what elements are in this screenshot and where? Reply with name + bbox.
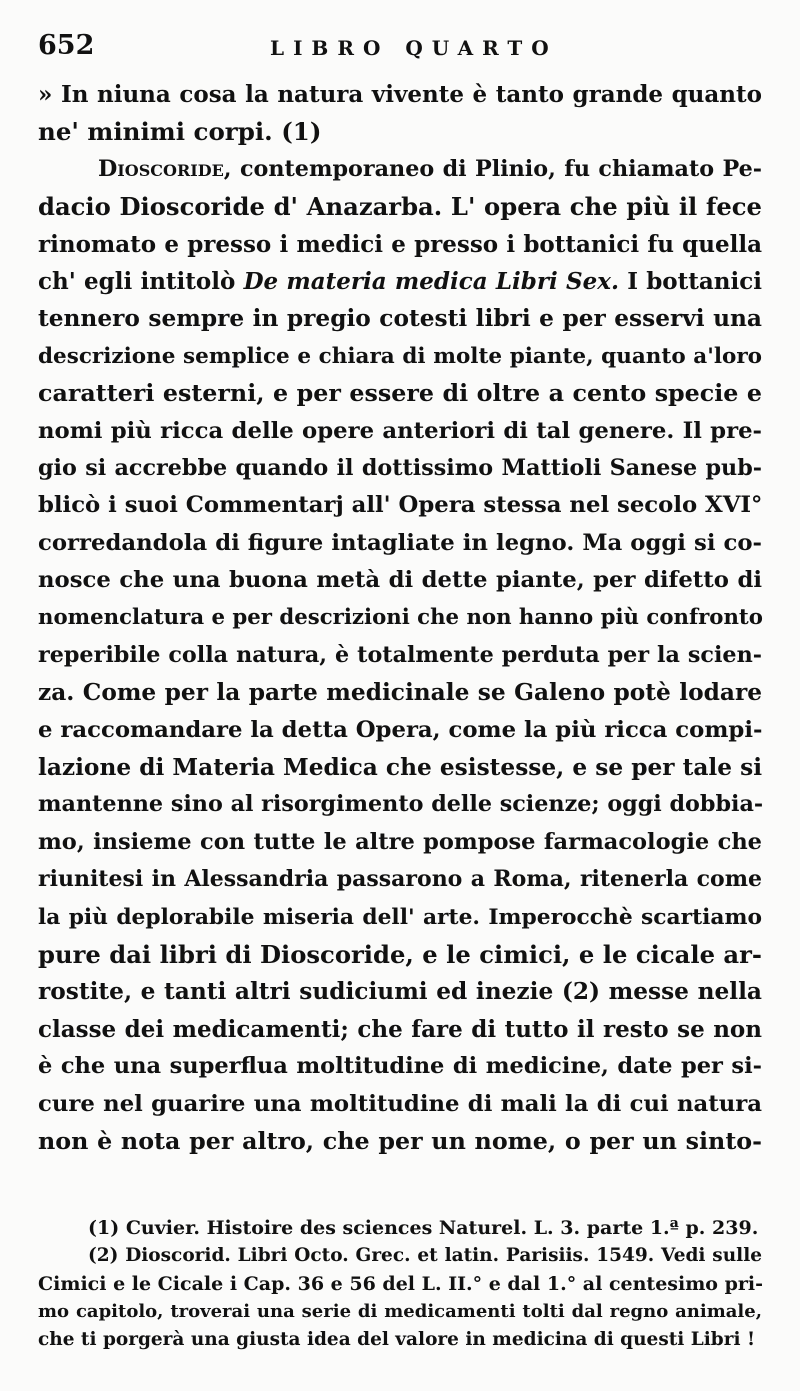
text-line: reperibile colla natura, è totalmente perduta per la scien-: [38, 641, 762, 668]
footnote-1: (1) Cuvier. Histoire des sciences Naturel. L. 3. parte 1.ª p. 239.: [88, 1217, 759, 1239]
text-line: riunitesi in Alessandria passarono a Roma, ritenerla come: [38, 866, 762, 893]
line-fragment: ch' egli intitolò: [38, 267, 244, 295]
footnote-2-continued: mo capitolo, troverai una serie di medicamenti tolti dal regno animale,: [38, 1301, 762, 1322]
text-line: rostite, e tanti altri sudiciumi ed inezie (2) messe nella: [38, 978, 762, 1006]
text-line-title: [38, 263, 762, 300]
text-line: cure nel guarire una moltitudine di mali la di cui natura: [38, 1090, 762, 1117]
footnotes: [38, 1214, 762, 1354]
body-text: [38, 76, 762, 1160]
footnote-2-continued: Cimici e le Cicale i Cap. 36 e 56 del L. II.° e dal 1.° al centesimo pri-: [38, 1273, 763, 1295]
page-header: [38, 30, 762, 70]
text-line: nomenclatura e per descrizioni che non hanno più confronto: [38, 605, 763, 631]
text-line: pure dai libri di Dioscoride, e le cimici, e le cicale ar-: [38, 939, 762, 969]
text-line: gio si accrebbe quando il dottissimo Mattioli Sanese pub-: [38, 454, 762, 481]
text-line: nosce che una buona metà di dette piante, per difetto di: [38, 567, 762, 594]
text-line: non è nota per altro, che per un nome, o per un sinto-: [38, 1126, 762, 1155]
text-line: dacio Dioscoride d' Anazarba. L' opera che più il fece: [38, 192, 762, 222]
footnote-2: (2) Dioscorid. Libri Octo. Grec. et latin. Parisiis. 1549. Vedi sulle: [88, 1245, 762, 1266]
text-line: tennero sempre in pregio cotesti libri e per esservi una: [38, 305, 762, 333]
text-line: caratteri esterni, e per essere di oltre a cento specie e: [38, 379, 762, 408]
text-line: mo, insieme con tutte le altre pompose farmacologie che: [38, 828, 762, 855]
text-line: corredandola di figure intagliate in legno. Ma oggi si co-: [38, 529, 762, 556]
book-title-italic: De materia medica Libri Sex.: [243, 267, 619, 295]
text-line: classe dei medicamenti; che fare di tutto il resto se non: [38, 1015, 762, 1043]
text-line: » In niuna cosa la natura vivente è tanto grande quanto: [38, 81, 762, 108]
name-smallcaps: Dioscoride: [98, 155, 224, 182]
footnote-2-continued: che ti porgerà una giusta idea del valore in medicina di questi Libri !: [38, 1329, 756, 1350]
text-line: za. Come per la parte medicinale se Galeno potè lodare: [38, 679, 762, 707]
line-fragment: I bottanici: [618, 267, 762, 295]
line-fragment: , contemporaneo di Plinio, fu chiamato Pe-: [223, 155, 762, 182]
text-line: blicò i suoi Commentarj all' Opera stessa nel secolo XVI°: [38, 492, 763, 519]
text-line: rinomato e presso i medici e presso i bottanici fu quella: [38, 230, 762, 258]
text-line: mantenne sino al risorgimento delle scienze; oggi dobbia-: [38, 791, 764, 818]
text-line: ne' minimi corpi. (1): [38, 117, 322, 147]
page-number: 652: [38, 30, 95, 61]
running-head: LIBRO QUARTO: [270, 36, 558, 60]
text-line: nomi più ricca delle opere anteriori di tal genere. Il pre-: [38, 417, 762, 444]
text-line-dioscoride: [38, 151, 762, 188]
text-line: descrizione semplice e chiara di molte piante, quanto a'loro: [38, 343, 762, 369]
text-line: la più deplorabile miseria dell' arte. Imperocchè scartiamo: [38, 904, 762, 930]
text-line: e raccomandare la detta Opera, come la più ricca compi-: [38, 716, 763, 743]
text-line: lazione di Materia Medica che esistesse, e se per tale si: [38, 754, 763, 782]
text-line: è che una superflua moltitudine di medicine, date per si-: [38, 1053, 762, 1080]
